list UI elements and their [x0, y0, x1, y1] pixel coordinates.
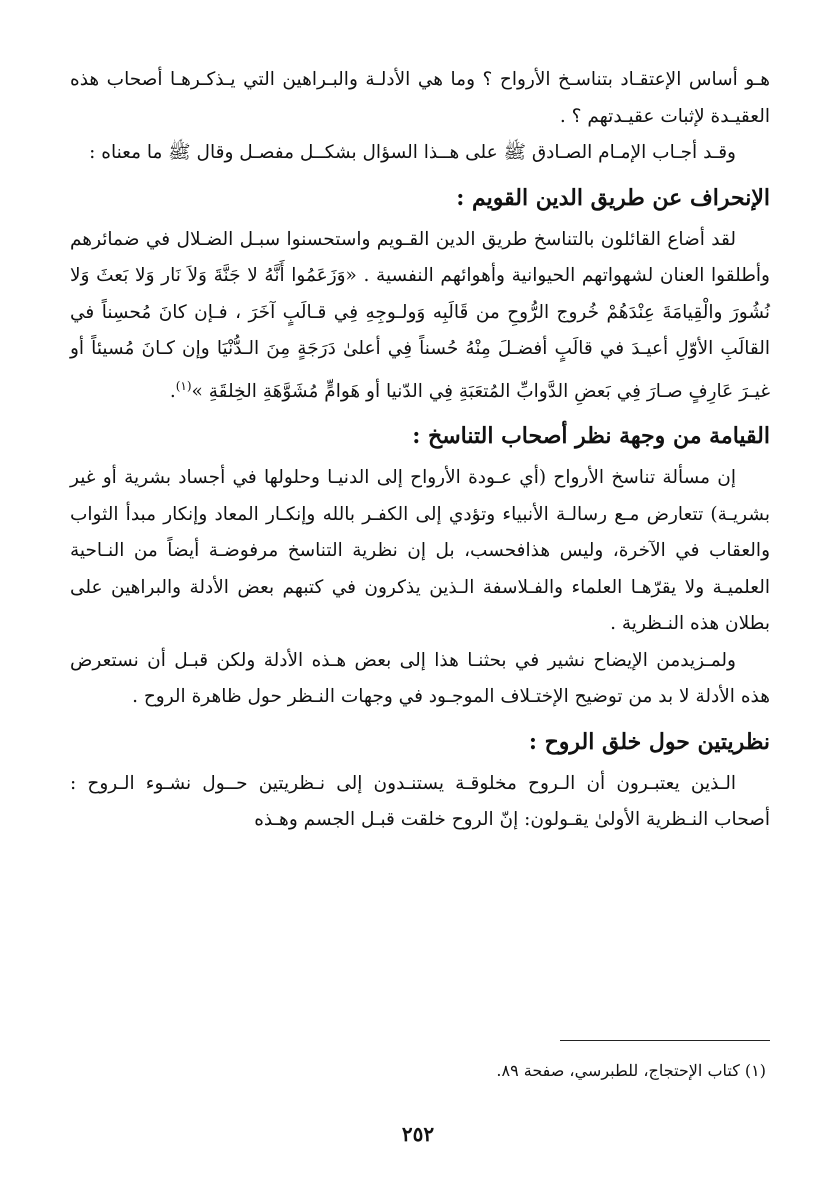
paragraph-6: الـذين يعتبـرون أن الـروح مخلوقـة يستنـدون إلى نـظريتين حــول نشـوء الـروح : أصحاب النـظرية الأولىٰ يقـولون: إنّ الروح خلقت قبـل الجسم وهـذه: [70, 772, 770, 831]
paragraph-3-text: لقد أضاع القائلون بالتناسخ طريق الدين القـويم واستحسنوا سبـل الضـلال في ضمائرهم وأطلقوا العنان لشهواتهم الحيوانية وأهوائهم النفسية . «وَزَعَمُوا أَنَّهُ لا جَنَّةَ وَلاَ نَار وَلا بَعثَ وَلا نُشُورَ والْقِيامَةَ عِنْدَهُمْ خُروج الرُّوحِ من قَالَبِه وَولـوجِهِ فِي قـالَبٍ آخَرَ ، فـإن كانَ مُحسِناً في القالَبِ الأوّلِ أعيـدَ في قالَبٍ أفضـلَ مِنْهُ حُسناً فِي أعلىٰ دَرَجَةٍ مِنَ الـدُّنْيَا وإن كـانَ مُسيئاً أو غيـرَ عَارِفٍ صـارَ فِي بَعضِ الدَّوابِّ المُتعَبَةِ فِي الدّنيا أو هَوامٍّ مُشَوَّهَةِ الخِلقَةِ »: [70, 228, 770, 402]
page-body: [70, 62, 770, 839]
footnote-divider: [560, 1040, 770, 1041]
heading-resurrection: القيامة من وجهة نظر أصحاب التناسخ :: [412, 423, 770, 450]
paragraph-3-end: .: [169, 380, 176, 402]
paragraph-3: [70, 222, 770, 411]
paragraph-4: إن مسألة تناسخ الأرواح (أي عـودة الأرواح إلى الدنيـا وحلولها في أجساد بشرية أو غير بشريـة) تتعارض مـع رسالـة الأنبياء وتؤدي إلى الكفـر بالله وإنكـار المعاد وإنكار مبدأ الثواب والعقاب في الآخرة، وليس هذافحسب، بل إن نظرية التناسخ مرفوضـة أيضاً من النـاحية العلميـة ولا يقرّهـا العلماء والفـلاسفة الـذين يذكرون في كتبهم بعض الأدلة والبراهين على بطلان هذه النـظرية .: [70, 467, 770, 635]
paragraph-5: ولمـزيدمن الإيضاح نشير في بحثنـا هذا إلى بعض هـذه الأدلة ولكن قبـل أن نستعرض هذه الأدلة لا بد من توضيح الإختـلاف الموجـود في وجهات النـظر حول ظاهرة الروح .: [70, 649, 770, 708]
footnote-ref: (١): [175, 378, 192, 393]
page-number: ٢٥٢: [401, 1122, 435, 1146]
footnote: (١) كتاب الإحتجاج، للطبرسي، صفحة ٨٩.: [496, 1061, 766, 1080]
heading-deviation: الإنحراف عن طريق الدين القويم :: [456, 184, 770, 211]
heading-two-theories: نظريتين حول خلق الروح :: [528, 728, 770, 755]
paragraph-1: هـو أساس الإعتقـاد بتناسـخ الأرواح ؟ وما هي الأدلـة والبـراهين التي يـذكـرهـا أصحاب هذه العقيـدة لإثبات عقيـدتهم ؟ .: [70, 69, 770, 127]
paragraph-2: وقـد أجـاب الإمـام الصـادق ﷺ على هــذا السؤال بشكــل مفصـل وقال ﷺ ما معناه :: [89, 142, 736, 163]
